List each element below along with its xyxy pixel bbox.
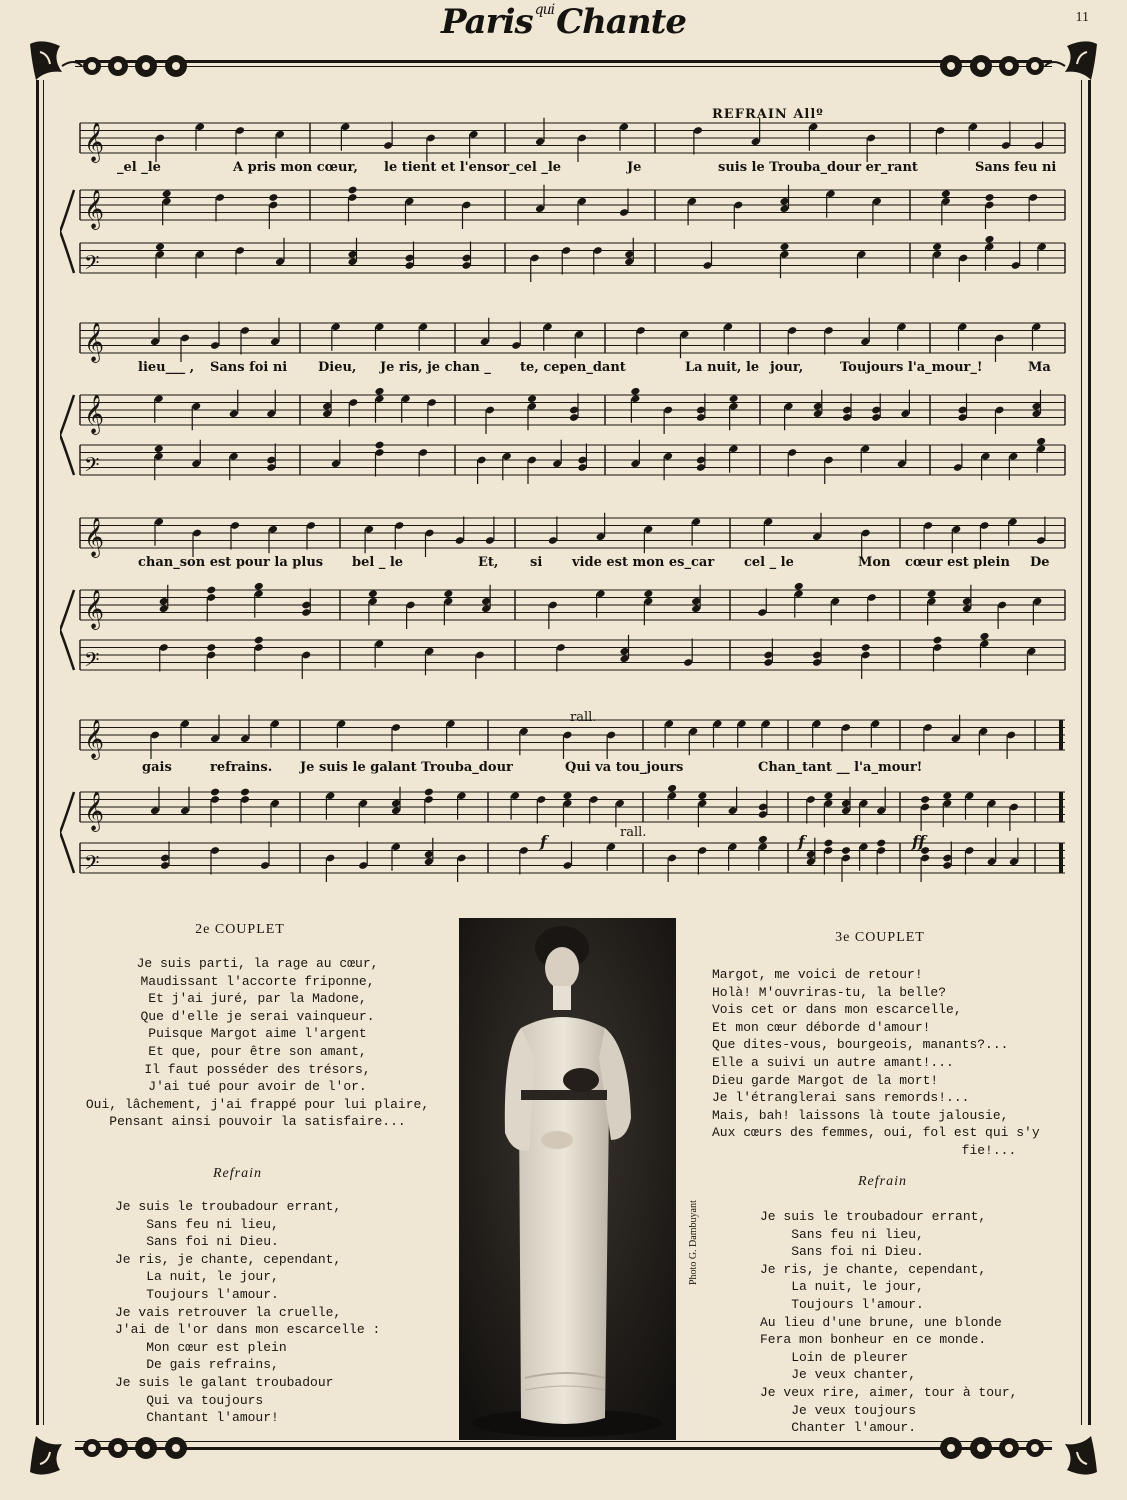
piano-brace [60,792,74,873]
masthead-qui: qui [534,2,555,18]
chord-note-head [823,791,833,800]
treble-clef-icon: 𝄞 [84,719,105,759]
treble-clef-icon: 𝄞 [84,791,105,831]
lyric-s2-1: lieu___ , [138,360,195,375]
couplet2-verse-line: Et que, pour être son amant, [148,1043,367,1059]
chord-note-head [154,444,164,453]
couplet3-verse-line: Aux cœurs des femmes, oui, fol est qui s'y [712,1125,1040,1141]
page-number: 11 [1075,10,1089,25]
piano-brace [60,590,74,670]
lyric-s3-1: chan_son est pour la plus [138,555,324,570]
chord-note-head [876,839,886,848]
couplet2-refrain-title: Refrain [213,1166,262,1181]
couplet2-verse-line: J'ai tué pour avoir de l'or. [148,1079,367,1095]
couplet3-refrain-title: Refrain [858,1174,907,1189]
couplet2-verse-line: Que d'elle je serai vainqueur. [140,1008,375,1024]
couplet2-refrain-line: Mon cœur est plein [115,1339,287,1355]
chord-note-head [1036,437,1046,446]
couplet3-refrain-line: Sans feu ni lieu, [760,1226,924,1242]
couplet3-refrain-line: La nuit, le jour, [760,1279,924,1295]
lyric-s2-6: La nuit, le [685,360,760,375]
couplet2-refrain-line: Toujours l'amour. [115,1286,279,1302]
refrain-marking: REFRAIN Allº [712,107,824,122]
couplet3-verse-line: Vois cet or dans mon escarcelle, [712,1002,962,1018]
lyric-s4-1: gais [142,760,172,775]
chord-note-head [254,636,264,645]
chord-note-head [984,193,994,202]
couplet3-verse-line: fie!... [712,1142,1017,1158]
couplet3-refrain-line: Au lieu d'une brune, une blonde [760,1314,1002,1330]
chord-note-head [927,589,937,598]
lyric-s3-2: bel _ le [352,555,404,570]
lyric-s3-7: Mon [858,555,891,570]
couplet3-verse-line: Je l'étranglerai sans remords!... [712,1090,970,1106]
couplet2-verse-line: Il faut posséder des trésors, [144,1061,371,1077]
lyric-s1-5: suis le Trouba_dour er_rant [718,160,918,175]
chord-note-head [932,242,942,251]
lyric-s3-8: cœur est plein [905,555,1010,570]
lyric-s2-9: Ma [1028,360,1051,375]
chord-note-head [206,586,216,595]
couplet3-refrain-line: Sans foi ni Dieu. [760,1244,924,1260]
music-score [60,95,1080,900]
chord-note-head [941,189,951,198]
chord-note-head [979,632,989,641]
lyric-s4-2: refrains. [210,760,273,775]
treble-clef-icon: 𝄞 [84,122,105,162]
chord-note-head [932,636,942,645]
treble-clef-icon: 𝄞 [84,394,105,434]
couplet2-verse-line: Je suis parti, la rage au cœur, [136,956,379,971]
treble-clef-icon: 𝄞 [84,589,105,629]
couplet3-verse-line: Dieu garde Margot de la mort! [712,1072,939,1088]
chord-note-head [643,589,653,598]
chord-note-head [984,235,994,244]
chord-note-head [630,387,640,396]
lyric-s3-9: De [1030,555,1050,570]
couplet2-refrain-line: Sans foi ni Dieu. [115,1234,279,1250]
rall-marking-voice: rall. [570,710,597,725]
lyric-s3-3: Et, [478,555,499,570]
lyric-s2-8: Toujours l'a_mour_! [840,360,983,375]
chord-note-head [347,186,357,195]
couplet2-verse-line: Et j'ai juré, par la Madone, [148,991,367,1007]
lyric-s4-3: Je suis le galant Trouba_dour [300,760,513,775]
chord-note-head [368,589,378,598]
lyric-s1-3: le tient et l'ensor_cel _le [384,160,562,175]
frame-left-rule-thin [43,80,44,1425]
frame-right-rule-thin [1081,80,1082,1425]
couplet2-verse-line: Pensant ainsi pouvoir la satisfaire... [109,1114,406,1130]
chord-note-head [240,788,250,797]
chord-note-head [443,589,453,598]
couplet3-verse-line: Et mon cœur déborde d'amour! [712,1019,931,1035]
lyric-s4-5: Chan_tant __ l'a_mour! [758,760,923,775]
frame-bottom-rule [75,1447,1052,1450]
couplet2-refrain-line: Chantant l'amour! [115,1410,279,1426]
chord-note-head [162,189,172,198]
lyric-s2-4: Je ris, je chan _ [380,360,491,375]
couplet2-refrain-line: Je suis le galant troubadour [115,1374,334,1390]
couplet3-verse-line: Holà! M'ouvriras-tu, la belle? [712,984,947,1000]
couplet3-refrain-verse [760,1208,1017,1437]
lyric-s2-3: Dieu, [318,360,357,375]
couplet2-refrain-line: La nuit, le jour, [115,1269,279,1285]
lyric-s2-2: Sans foi ni [210,360,288,375]
ornament-top-right-icon [915,36,1105,86]
frame-top-rule [75,60,1052,63]
dynamic-ff: ff [912,832,926,851]
lyric-s3-4: si [530,555,543,570]
chord-note-head [861,643,871,652]
couplet3-verse [712,966,1040,1160]
couplet3-verse-line: Elle a suivi un autre amant!... [712,1054,954,1070]
ornament-bottom-left-icon [22,1420,212,1480]
chord-note-head [210,788,220,797]
chord-note-head [268,193,278,202]
couplet2-refrain-line: Je suis le troubadour errant, [115,1199,342,1214]
dynamic-f-2: f [798,832,805,851]
treble-clef-icon: 𝄞 [84,189,105,229]
chord-note-head [374,387,384,396]
chord-note-head [794,582,804,591]
frame-top-rule-thin [75,66,1052,67]
couplet2-refrain-verse [115,1198,380,1427]
chord-note-head [254,582,264,591]
frame-bottom-rule-thin [75,1441,1052,1442]
couplet3-refrain-line: Je suis le troubadour errant, [760,1209,987,1224]
lyric-s3-5: vide est mon es_car [572,555,715,570]
chord-note-head [206,643,216,652]
couplet3-refrain-line: Je veux toujours [760,1402,917,1418]
couplet3-refrain-line: Je veux rire, aimer, tour à tour, [760,1384,1018,1400]
couplet2-refrain-line: Je ris, je chante, cependant, [115,1251,342,1267]
chord-note-head [527,394,537,403]
couplet2-refrain-line: J'ai de l'or dans mon escarcelle : [115,1322,381,1338]
chord-note-head [758,835,768,844]
couplet3-refrain-line: Je veux chanter, [760,1367,917,1383]
couplet3-refrain-line: Je ris, je chante, cependant, [760,1261,987,1277]
singer-portrait-icon [459,918,676,1440]
chord-note-head [562,791,572,800]
chord-note-head [823,839,833,848]
chord-note-head [942,791,952,800]
lyric-s1-2: A pris mon cœur, [233,160,358,175]
lyric-s1-6: Sans feu ni [975,160,1057,175]
masthead-chante: Chante [556,2,686,42]
masthead-paris: Paris [441,2,533,42]
couplet3-verse-line: Que dites-vous, bourgeois, manants?... [712,1037,1009,1053]
piano-brace [60,395,74,475]
lyric-s2-7: jour, [770,360,804,375]
couplet2-verse-line: Maudissant l'accorte friponne, [140,973,375,989]
ornament-top-left-icon [22,36,212,86]
couplet3-verse-line: Mais, bah! laissons là toute jalousie, [712,1107,1009,1123]
treble-clef-icon: 𝄞 [84,322,105,362]
chord-note-head [779,242,789,251]
couplet2-verse-line: Oui, lâchement, j'ai frappé pour lui plaire, [85,1096,430,1112]
treble-clef-icon: 𝄞 [84,517,105,557]
couplet3-verse-line: Margot, me voici de retour! [712,967,923,982]
bass-clef-icon: 𝄢 [84,453,100,481]
couplet3-title: 3e COUPLET [835,930,925,945]
couplet2-refrain-line: Sans feu ni lieu, [115,1216,279,1232]
couplet3-refrain-line: Fera mon bonheur en ce monde. [760,1332,987,1348]
couplet2-title: 2e COUPLET [195,922,285,937]
portrait-photo [459,918,676,1440]
chord-note-head [920,795,930,804]
lyric-s3-6: cel _ le [744,555,794,570]
frame-left-rule [36,80,39,1425]
piano-brace [60,190,74,273]
photo-credit: Photo G. Dambuyant [688,1200,699,1285]
lyric-s1-4: Je [627,160,642,175]
chord-note-head [374,441,384,450]
chord-note-head [155,242,165,251]
chord-note-head [697,791,707,800]
bass-clef-icon: 𝄢 [84,251,100,279]
couplet2-verse-line: Puisque Margot aime l'argent [148,1026,367,1042]
lyric-s2-5: te, cepen_dant [520,360,626,375]
dynamic-f-1: f [540,832,547,851]
chord-note-head [667,784,677,793]
couplet3-refrain-line: Loin de pleurer [760,1349,909,1365]
couplet2-verse [70,955,445,1131]
lyric-s4-4: Qui va tou_jours [565,760,684,775]
couplet2-refrain-line: Qui va toujours [115,1392,264,1408]
couplet3-refrain-line: Chanter l'amour. [760,1420,917,1436]
bass-clef-icon: 𝄢 [84,851,100,879]
frame-right-rule [1088,80,1091,1425]
lyric-s1-1: _el _le [117,160,161,175]
couplet2-refrain-line: Je vais retrouver la cruelle, [115,1304,342,1320]
chord-note-head [841,846,851,855]
chord-note-head [424,788,434,797]
rall-marking-piano: rall. [620,825,647,840]
couplet2-refrain-line: De gais refrains, [115,1357,279,1373]
bass-clef-icon: 𝄢 [84,648,100,676]
chord-note-head [729,394,739,403]
couplet3-refrain-line: Toujours l'amour. [760,1296,924,1312]
